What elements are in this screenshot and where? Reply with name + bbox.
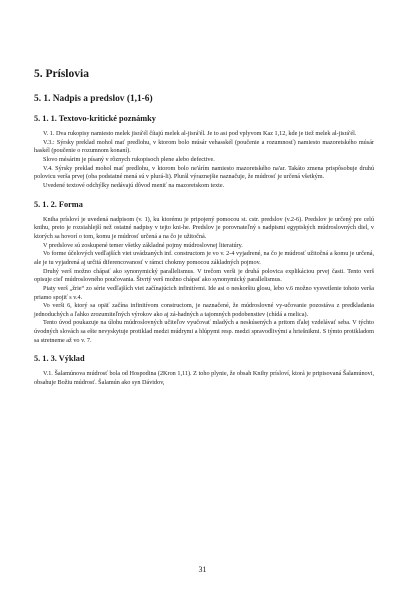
subsection-title-commentary: 5. 1. 3. Výklad xyxy=(34,354,85,364)
subsection-title-textual-notes: 5. 1. 1. Textovo-kritické poznámky xyxy=(34,114,156,123)
section-title: 5. 1. Nadpis a predslov (1,1-6) xyxy=(34,94,153,104)
paragraph: Kniha prísloví je uvedená nadpisom (v. 1), ku ktorému je pripojený pomocou st. cstr. predslov (v.2-6). Predslov je určený pre celú knihu, preto je rozsiahlejší než ostatné nadpisy v tejto kni-he. Predslov je porovnateľný s nadpismi egyptských múdroslovných diel, v ktorých sa hovorí o tom, komu je múdrosť určená a na čo je užitočná. xyxy=(34,215,374,240)
page-number: 31 xyxy=(198,565,207,574)
paragraph: Uvedené textové odchýlky nedávajú dôvod meniť na mazoretskom texte. xyxy=(43,181,225,189)
paragraph: V.3.: Sýrsky preklad mohol mať predlohu, v ktorom bolo músár vehasskél (poučenie a rozumnosť) namiesto mazoretského músár haskél (poučenie o rozumnom konaní). xyxy=(34,138,374,155)
paragraph: V predslove sú zoskupené temer všetky základné pojmy múdroslovnej literatúry. xyxy=(43,241,243,249)
chapter-title: 5. Príslovia xyxy=(34,68,89,80)
subsection-title-form: 5. 1. 2. Forma xyxy=(34,199,83,209)
paragraph: Vo verši 6, ktorý sa opäť začína infinitívom constructom, je naznačené, že múdroslovné vy-učovanie pozostáva z predkladania jednoduchých a ľahko zrozumiteľných výrokov ako aj zá-hadných a tajomných podobenstiev (chídá a melica). xyxy=(34,302,374,318)
paragraph: V. 1. Dva rukopisy namiesto melek jisrá'él čítajú melek al-jisrá'él. Je to asi pod vplyvom Kaz 1,12, kde je tiež melek al-jisrá'él. xyxy=(43,130,357,137)
paragraph: Vo forme účelových vedľajších viet uvádzaných inf. constructom je vo v. 2-4 vyjadrené, na čo je múdrosť užitočná a komu je určená, ale je tu vyjadrená aj určitá diferencovanosť v rámci chokmy pomocou základných pojmov. xyxy=(34,250,374,266)
paragraph: Druhý verš možno chápať ako synonymický parallelismus. V trečom verši je druhá polovica explikáciou prvej časti. Tento verš opisuje cieľ múdroslovného poučovania. Štvrtý verš možno chápať ako synonymický parallelismus. xyxy=(34,267,374,284)
page-body xyxy=(34,68,374,388)
paragraph: V.1. Šalamúnova múdrosť bola od Hospodina (2Kron 1,11). Z toho plynie, že obsah Knihy prísloví, ktorá je pripisovaná Šalamúnovi, obsahuje Božiu múdrosť. Šalamún ako syn Dávidov, xyxy=(34,370,374,387)
paragraph: V.4. Sýrsky preklad mohol mať predlohu, v ktorom bolo ne'árím namiesto mazoretského na'ar. Takáto zmena prispôsobuje druhú polovicu verša prvej (oba podstatné mená sú v plurá-li). Plurál výraznejšie naznačuje, že múdrosť je určená všetkým. xyxy=(34,164,374,181)
paragraph: Piaty verš „žrie“ zo série vedľajších viet začínajúcich infinitívmi. Ide asi o neskoršiu glosu, lebo v.6 možno vysvetlenie tohoto verša priamo spojiť s v.4. xyxy=(34,284,374,301)
paragraph: Tento úvod poukazuje na úlohu múdroslovných učiteľov vyučovať mladých a neskúsených a pritom ďalej vzdelávať seba. V týchto úvodných slovách sa ešte nevyskytuje protiklad medzi múdrymi a hlúpymi resp. medzi spravodlivými a hriešnikmi. S týmto protikladom sa stretneme až vo v. 7. xyxy=(34,319,374,344)
paragraph: Slovo mésárim je písaný v rôznych rukopisoch plene alebo defective. xyxy=(43,155,215,163)
